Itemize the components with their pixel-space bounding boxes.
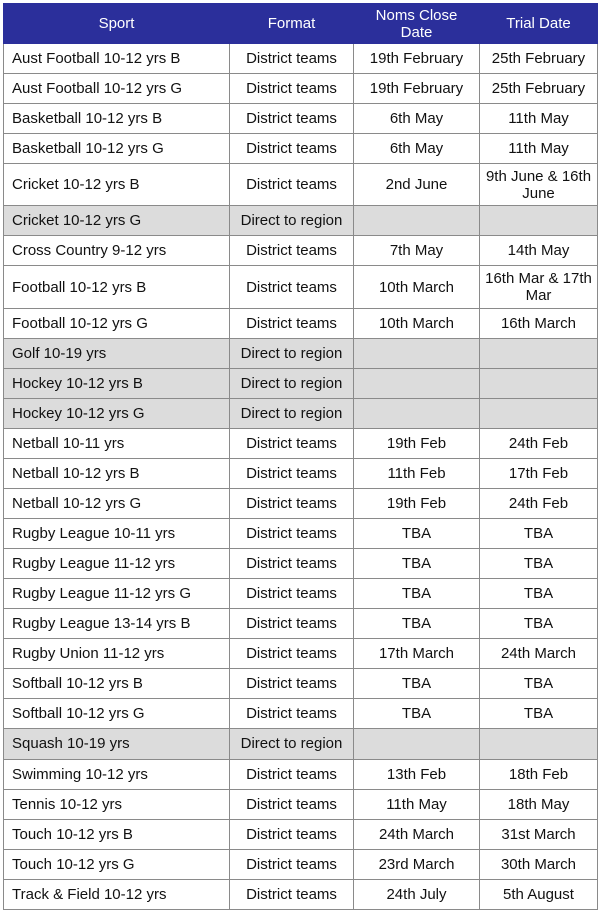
sport-cell: Netball 10-11 yrs [4,428,230,458]
trial-date-cell [480,398,598,428]
trial-date-cell: TBA [480,519,598,549]
trial-date-cell: 18th Feb [480,759,598,789]
noms-close-date-cell: 2nd June [354,164,480,206]
trial-date-cell: 30th March [480,849,598,879]
format-cell: District teams [230,488,354,518]
noms-close-date-cell [354,338,480,368]
noms-close-date-cell [354,398,480,428]
table-row [4,308,598,338]
sport-cell: Basketball 10-12 yrs G [4,134,230,164]
header-trial-date: Trial Date [480,4,598,44]
noms-close-date-cell: 11th May [354,789,480,819]
trial-date-cell [480,338,598,368]
trial-date-cell: TBA [480,669,598,699]
table-row [4,669,598,699]
format-cell: District teams [230,639,354,669]
trial-date-cell: 24th Feb [480,488,598,518]
trial-date-cell [480,206,598,236]
format-cell: Direct to region [230,729,354,759]
table-row [4,849,598,879]
table-row [4,609,598,639]
sport-cell: Track & Field 10-12 yrs [4,879,230,909]
noms-close-date-cell: 7th May [354,236,480,266]
noms-close-date-cell: 19th February [354,44,480,74]
trial-date-cell: 25th February [480,74,598,104]
format-cell: District teams [230,759,354,789]
sports-trials-table [3,3,598,910]
table-row [4,819,598,849]
table-row [4,519,598,549]
trial-date-cell: 25th February [480,44,598,74]
noms-close-date-cell [354,729,480,759]
sport-cell: Rugby League 10-11 yrs [4,519,230,549]
header-sport: Sport [4,4,230,44]
noms-close-date-cell: 24th March [354,819,480,849]
format-cell: District teams [230,428,354,458]
table-row [4,488,598,518]
table-row [4,639,598,669]
sport-cell: Hockey 10-12 yrs G [4,398,230,428]
trial-date-cell [480,368,598,398]
sport-cell: Netball 10-12 yrs G [4,488,230,518]
format-cell: District teams [230,519,354,549]
format-cell: District teams [230,308,354,338]
sport-cell: Rugby League 11-12 yrs [4,549,230,579]
sport-cell: Basketball 10-12 yrs B [4,104,230,134]
noms-close-date-cell: TBA [354,579,480,609]
table-row [4,104,598,134]
noms-close-date-cell: 6th May [354,104,480,134]
table-header [4,4,598,44]
format-cell: District teams [230,104,354,134]
sport-cell: Rugby League 11-12 yrs G [4,579,230,609]
sport-cell: Rugby League 13-14 yrs B [4,609,230,639]
sport-cell: Football 10-12 yrs B [4,266,230,308]
table-row [4,789,598,819]
sport-cell: Rugby Union 11-12 yrs [4,639,230,669]
noms-close-date-cell: 19th Feb [354,428,480,458]
noms-close-date-cell: 6th May [354,134,480,164]
format-cell: District teams [230,699,354,729]
trial-date-cell: 9th June & 16th June [480,164,598,206]
noms-close-date-cell: 24th July [354,879,480,909]
sport-cell: Cricket 10-12 yrs B [4,164,230,206]
sport-cell: Football 10-12 yrs G [4,308,230,338]
table-row [4,458,598,488]
noms-close-date-cell: 23rd March [354,849,480,879]
noms-close-date-cell: TBA [354,699,480,729]
table-row [4,428,598,458]
table-row [4,236,598,266]
format-cell: Direct to region [230,206,354,236]
table-row [4,579,598,609]
table-row [4,549,598,579]
sport-cell: Touch 10-12 yrs B [4,819,230,849]
trial-date-cell: TBA [480,699,598,729]
table-row [4,398,598,428]
table-row [4,338,598,368]
noms-close-date-cell: 17th March [354,639,480,669]
format-cell: District teams [230,849,354,879]
sport-cell: Cross Country 9-12 yrs [4,236,230,266]
format-cell: District teams [230,789,354,819]
table-row [4,164,598,206]
noms-close-date-cell: 10th March [354,266,480,308]
noms-close-date-cell: TBA [354,609,480,639]
header-format: Format [230,4,354,44]
trial-date-cell: 5th August [480,879,598,909]
header-row [4,4,598,44]
trial-date-cell: TBA [480,579,598,609]
format-cell: Direct to region [230,338,354,368]
table-row [4,759,598,789]
format-cell: District teams [230,669,354,699]
noms-close-date-cell: 19th Feb [354,488,480,518]
table-body [4,44,598,910]
format-cell: District teams [230,44,354,74]
trial-date-cell: 11th May [480,104,598,134]
noms-close-date-cell: 11th Feb [354,458,480,488]
trial-date-cell: 16th Mar & 17th Mar [480,266,598,308]
table-row [4,266,598,308]
sport-cell: Touch 10-12 yrs G [4,849,230,879]
trial-date-cell: TBA [480,549,598,579]
trial-date-cell: 11th May [480,134,598,164]
format-cell: District teams [230,134,354,164]
table-row [4,729,598,759]
noms-close-date-cell [354,368,480,398]
noms-close-date-cell: 13th Feb [354,759,480,789]
trial-date-cell: 17th Feb [480,458,598,488]
format-cell: District teams [230,579,354,609]
noms-close-date-cell: TBA [354,519,480,549]
trial-date-cell: 16th March [480,308,598,338]
format-cell: District teams [230,236,354,266]
table-row [4,699,598,729]
table-row [4,879,598,909]
format-cell: District teams [230,549,354,579]
sport-cell: Hockey 10-12 yrs B [4,368,230,398]
format-cell: District teams [230,458,354,488]
trial-date-cell: 24th Feb [480,428,598,458]
format-cell: Direct to region [230,398,354,428]
trial-date-cell: 14th May [480,236,598,266]
trial-date-cell: 18th May [480,789,598,819]
sport-cell: Golf 10-19 yrs [4,338,230,368]
noms-close-date-cell: TBA [354,549,480,579]
format-cell: District teams [230,164,354,206]
format-cell: District teams [230,879,354,909]
sport-cell: Tennis 10-12 yrs [4,789,230,819]
format-cell: District teams [230,266,354,308]
sport-cell: Swimming 10-12 yrs [4,759,230,789]
table-row [4,74,598,104]
table-row [4,134,598,164]
header-noms-close-date: Noms Close Date [354,4,480,44]
sport-cell: Netball 10-12 yrs B [4,458,230,488]
sport-cell: Squash 10-19 yrs [4,729,230,759]
sport-cell: Cricket 10-12 yrs G [4,206,230,236]
format-cell: District teams [230,609,354,639]
table-row [4,44,598,74]
sport-cell: Aust Football 10-12 yrs G [4,74,230,104]
table-row [4,368,598,398]
table-row [4,206,598,236]
trial-date-cell: 31st March [480,819,598,849]
noms-close-date-cell: 10th March [354,308,480,338]
format-cell: District teams [230,74,354,104]
noms-close-date-cell: TBA [354,669,480,699]
format-cell: Direct to region [230,368,354,398]
sport-cell: Aust Football 10-12 yrs B [4,44,230,74]
sport-cell: Softball 10-12 yrs B [4,669,230,699]
trial-date-cell: TBA [480,609,598,639]
noms-close-date-cell: 19th February [354,74,480,104]
trial-date-cell: 24th March [480,639,598,669]
trial-date-cell [480,729,598,759]
sport-cell: Softball 10-12 yrs G [4,699,230,729]
format-cell: District teams [230,819,354,849]
noms-close-date-cell [354,206,480,236]
